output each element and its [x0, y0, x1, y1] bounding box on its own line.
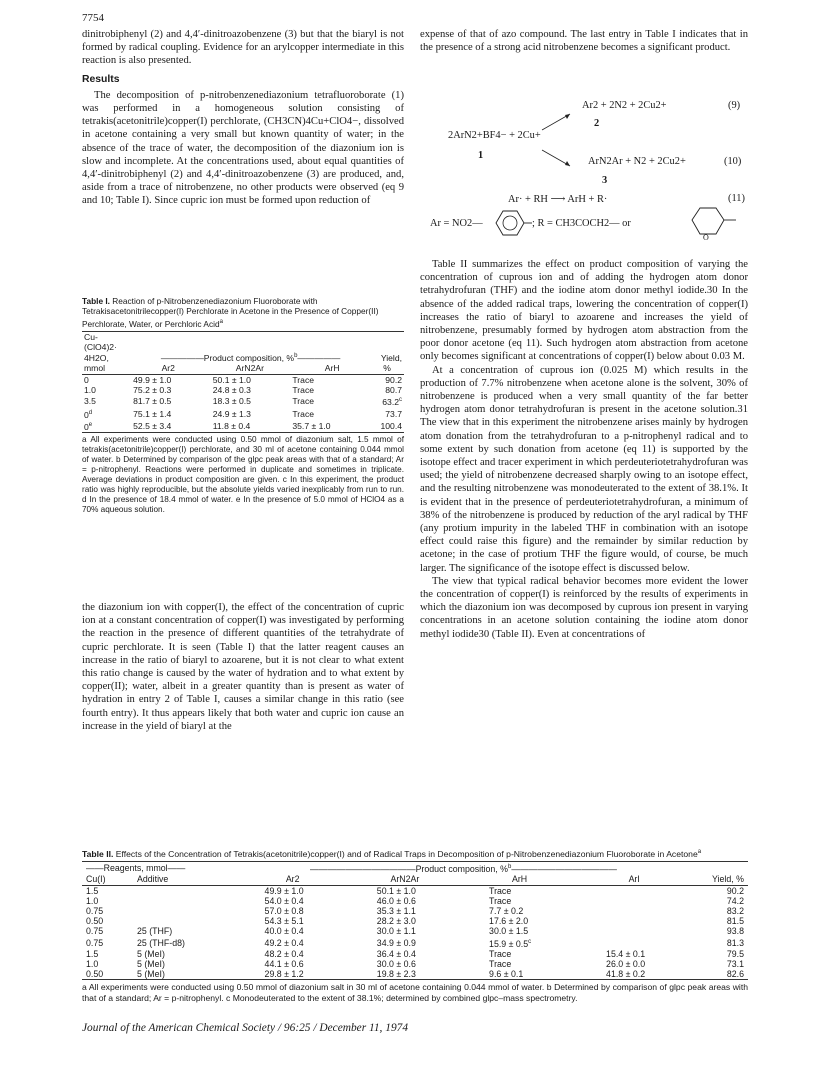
table-2-cell-cu: 0.50 — [86, 969, 104, 980]
table-2-cell-ar2: 57.0 ± 0.8 — [264, 906, 304, 916]
table-2-cell-cu: 0.50 — [86, 916, 104, 927]
table-2-cell-arh: 7.7 ± 0.2 — [489, 906, 524, 916]
eq11-number: (11) — [728, 193, 745, 204]
ar-definition: Ar = NO2— — [430, 218, 483, 229]
table-2-cell-yield: 83.2 — [726, 906, 744, 916]
table-2-cell-ari — [578, 916, 690, 926]
table-2-cell-arn2ar: 35.3 ± 1.1 — [376, 906, 416, 916]
table-1 — [82, 296, 404, 515]
table-1-caption: Table I. Reaction of p-Nitrobenzenediazonium Fluoroborate with Tetrakisacetonitrilecopper(I) Perchlorate in Acetone in the Presence of Copper(II) Perchlorate, Water, or Perchloric Acid$^a$ — [82, 296, 379, 329]
right-column-bottom — [420, 258, 748, 641]
right-paragraph-1: Table II summarizes the effect on product composition of varying the concentration of cuprous ion and of adding the hydrogen atom donor tetrahydrofuran (THF) and the iodine atom donor methyl iodide.30 In the absence of the added radical traps, lowering the concentration of copper(I) increases the ratio of biaryl to azoarene and increases the yield of nitrobenzene, presumably formed by hydrogen atom abstraction from the poor donor acetone (eq 11). Such hydrogen atom abstraction from acetone only becomes significant at concentrations of copper(I) below about 0.03 M. — [420, 259, 748, 363]
table-row — [82, 385, 404, 395]
results-heading: Results — [82, 73, 120, 85]
table-1-cell-ar2: 81.7 ± 0.5 — [133, 396, 172, 407]
table-2-cell-add: 25 (THF-d8) — [137, 937, 185, 948]
table-row — [82, 896, 748, 906]
table-row — [82, 906, 748, 916]
table-1-cell-arn2ar: 24.8 ± 0.3 — [212, 385, 251, 396]
eq9-products: Ar2 + 2N2 + 2Cu2+ — [582, 100, 667, 111]
table-1-cell-arn2ar: 11.8 ± 0.4 — [212, 420, 251, 431]
table-2-cell-ar2: 49.9 ± 1.0 — [264, 885, 304, 896]
table-1-cell-arh: Trace — [292, 408, 315, 419]
table-2-head: Ar2 — [285, 874, 300, 885]
table-row — [82, 949, 748, 959]
table-2-cell-cu: 1.0 — [86, 895, 99, 906]
table-2-cell-arh: 15.9 ± 0.5$^c$ — [489, 938, 532, 949]
page-number: 7754 — [82, 12, 104, 24]
eq9-number: (9) — [728, 100, 741, 111]
table-2-cell-add: 25 (THF) — [137, 926, 173, 937]
table-2-cell-yield: 74.2 — [726, 895, 744, 906]
table-1-cell-cu: 0e — [84, 421, 93, 432]
table-1-cell-ar2: 52.5 ± 3.4 — [133, 420, 172, 431]
table-row — [82, 408, 404, 420]
eq10-number: (10) — [724, 156, 742, 167]
table-1-cell-arh: Trace — [292, 374, 315, 385]
left-column-bottom — [82, 601, 404, 733]
table-1-footnote: a All experiments were conducted using 0.50 mmol of diazonium salt, 1.5 mmol of tetrakis(acetonitrile)copper(I) perchlorate, and 30 ml of acetone containing 0.044 mmol of water. b Determined by comparison of the glpc peak areas with that of a standard; Ar = p-nitrophenyl. Reactions were performed in duplicate and sometimes in triplicate. Average deviations in product composition are given. c In this experiment, the product ratio was highly reproducible, but the absolute yields varied inexplicably from run to run. d In the presence of 18.4 mmol of water. e In the presence of 5.0 mmol of HClO4 as a 70% aqueous solution. — [82, 435, 404, 515]
table-2-cell-ar2: 54.3 ± 5.1 — [264, 916, 304, 927]
reactant: 2ArN2+BF4− + 2Cu+ — [448, 130, 541, 141]
table-1-head-ar2: Ar2 — [161, 363, 175, 374]
table-2-cell-ari — [578, 937, 690, 949]
table-1-cell-yield: 80.7 — [385, 385, 402, 396]
table-2-grid — [82, 862, 748, 979]
table-row — [82, 916, 748, 926]
table-2 — [82, 847, 748, 1004]
table-2-cell-arh: Trace — [489, 885, 512, 896]
table-2-cell-arn2ar: 19.8 ± 2.3 — [376, 969, 416, 980]
table-1-cell-arn2ar: 18.3 ± 0.5 — [212, 396, 251, 407]
table-2-footnote: a All experiments were conducted using 0.50 mmol of diazonium salt in 30 ml of acetone containing 0.044 mmol of water. b Determined by comparison of glpc peak areas with that of a standard; Ar = p-nitrophenyl. c Monodeuterated to the extent of 38.1%; determined by combined glpc–mass spectrometry. — [82, 982, 748, 1003]
table-2-cell-arn2ar: 46.0 ± 0.6 — [376, 895, 416, 906]
left-bottom-paragraph: the diazonium ion with copper(I), the effect of the concentration of cupric ion at a constant concentration of copper(I) was investigated by performing the reaction in the presence of different quantities of the tetrahydrate of cupric perchlorate. It is seen (Table I) that the latter reagent causes an increase in the ratio of biaryl to azoarene, but it is not clear to what extent this ratio change is caused by the water of hydration and to what extent by copper(II); water, albeit in a greater quantity than is present as water of hydration in entry 2 of Table I, causes a similar change in this ratio (see fourth entry). It thus appears likely that both water and cupric ion cause an increase in the yield of biaryl at the — [82, 602, 404, 732]
table-2-cell-ar2: 48.2 ± 0.4 — [264, 948, 304, 959]
table-2-cell-add — [133, 906, 237, 916]
table-2-cell-ar2: 44.1 ± 0.6 — [264, 958, 304, 969]
table-row — [82, 937, 748, 949]
table-row — [82, 969, 748, 979]
table-2-head: ArI — [628, 874, 640, 885]
eq9-label: 2 — [594, 118, 600, 129]
table-2-cell-arn2ar: 30.0 ± 0.6 — [376, 958, 416, 969]
table-2-cell-arn2ar: 28.2 ± 3.0 — [376, 916, 416, 927]
thf-ring-icon — [686, 204, 742, 244]
table-1-head-yield: Yield, % — [380, 352, 402, 374]
table-2-cell-yield: 81.3 — [726, 937, 744, 948]
table-2-cell-ari — [578, 926, 690, 936]
table-2-cell-ari — [578, 906, 690, 916]
right-column-top — [420, 28, 748, 54]
table-2-cell-ar2: 40.0 ± 0.4 — [264, 926, 304, 937]
table-2-product-head: ————————————Product composition, %$^b$———————————— — [310, 864, 617, 875]
intro-continuation: dinitrobiphenyl (2) and 4,4′-dinitroazobenzene (3) but that the biaryl is not formed by radical coupling. Evidence for an arylcopper intermediate in this reaction is also presented. — [82, 29, 404, 67]
reactant-label: 1 — [478, 150, 484, 161]
eq11: Ar· + RH ⟶ ArH + R· — [508, 194, 608, 205]
table-2-cell-add: 5 (MeI) — [137, 958, 165, 969]
table-1-cell-arh: Trace — [292, 385, 315, 396]
table-1-cell-yield: 100.4 — [380, 420, 402, 431]
table-1-cell-cu: 3.5 — [84, 396, 96, 407]
benzene-ring-icon — [488, 206, 532, 240]
table-2-cell-add — [133, 886, 237, 896]
table-1-group-head: —————Product composition, %$^b$————— — [160, 352, 341, 363]
table-2-cell-ar2: 29.8 ± 1.2 — [264, 969, 304, 980]
table-1-head-arn2ar: ArN2Ar — [235, 363, 264, 374]
table-2-caption: Table II. Effects of the Concentration of Tetrakis(acetonitrile)copper(I) and of Radical Traps in Decomposition of p-Nitrobenzenediazonium Fluoroborate in Acetone$^a$ — [82, 848, 702, 859]
thf-ring-oxygen: O — [703, 233, 709, 242]
table-row — [82, 395, 404, 407]
table-2-cell-ari: 15.4 ± 0.1 — [606, 948, 646, 959]
table-1-cell-yield: 90.2 — [385, 374, 402, 385]
table-row — [82, 420, 404, 432]
table-1-cell-cu: 0$^d$ — [84, 409, 93, 420]
table-2-reagents-head: ——Reagents, mmol—— — [86, 863, 186, 874]
table-2-cell-add — [133, 896, 237, 906]
table-2-cell-arn2ar: 34.9 ± 0.9 — [376, 937, 416, 948]
table-2-cell-cu: 1.0 — [86, 958, 99, 969]
table-2-cell-arh: Trace — [489, 958, 512, 969]
results-paragraph: The decomposition of p-nitrobenzenediazonium tetrafluoroborate (1) was performed in a homogeneous solution consisting of tetrakis(acetonitrile)copper(I) perchlorate, (CH3CN)4Cu+ClO4−, dissolved in acetone containing a very small but known quantity of water; in the absence of the trace of water, the decomposition of the diazonium ion is slow and incomplete. At the concentrations used, about equal quantities of 4,4′-dinitrobiphenyl (2) and 4,4′-dinitroazobenzene (3) are produced, and, aside from a trace of nitrobenzene, no other products were observed (eq 9 and 10; Table I). Since cupric ion must be formed upon reduction of — [82, 89, 404, 207]
table-1-cell-arn2ar: 50.1 ± 1.0 — [212, 374, 251, 385]
table-2-head: Yield, % — [712, 874, 744, 885]
table-2-cell-yield: 82.6 — [726, 969, 744, 980]
journal-footer: Journal of the American Chemical Society / 96:25 / December 11, 1974 — [82, 1022, 409, 1034]
table-2-cell-arh: Trace — [489, 895, 512, 906]
table-2-cell-yield: 90.2 — [726, 885, 744, 896]
table-2-cell-cu: 0.75 — [86, 937, 104, 948]
table-2-cell-cu: 1.5 — [86, 885, 99, 896]
table-2-cell-ari — [578, 896, 690, 906]
table-1-cell-ar2: 75.2 ± 0.3 — [133, 385, 172, 396]
table-2-cell-cu: 0.75 — [86, 926, 104, 937]
table-2-cell-ari — [578, 886, 690, 896]
table-2-cell-cu: 0.75 — [86, 906, 104, 916]
table-1-head-arh: ArH — [324, 363, 340, 374]
table-1-cell-cu: 1.0 — [84, 385, 96, 396]
table-2-cell-arh: 17.6 ± 2.0 — [489, 916, 529, 927]
table-1-cell-ar2: 49.9 ± 1.0 — [133, 374, 172, 385]
table-2-cell-arn2ar: 50.1 ± 1.0 — [376, 885, 416, 896]
left-column-top — [82, 28, 404, 208]
table-2-cell-arh: 30.0 ± 1.5 — [489, 926, 529, 937]
table-2-head: ArH — [511, 874, 528, 885]
table-2-cell-add: 5 (MeI) — [137, 969, 165, 980]
right-paragraph-3: The view that typical radical behavior becomes more evident the lower the concentration of copper(I) is reinforced by the results of experiments in which the diazonium ion was decomposed by cuprous ion present in varying concentrations in an acetone solution containing the iodine atom donor methyl iodide30 (Table II). Even at concentrations of — [420, 575, 748, 640]
eq10-products: ArN2Ar + N2 + 2Cu2+ — [588, 156, 686, 167]
table-2-head: Cu(I) — [86, 874, 106, 885]
table-1-cell-ar2: 75.1 ± 1.4 — [133, 408, 172, 419]
table-1-cell-cu: 0 — [84, 374, 89, 385]
table-1-col-cu: Cu- (ClO4)2· 4H2O, mmol — [84, 331, 117, 374]
table-2-cell-ari: 41.8 ± 0.2 — [606, 969, 646, 980]
table-2-cell-add — [133, 916, 237, 926]
eq10-label: 3 — [602, 175, 608, 186]
table-2-cell-cu: 1.5 — [86, 948, 99, 959]
table-row — [82, 886, 748, 896]
table-2-cell-arh: 9.6 ± 0.1 — [489, 969, 524, 980]
table-1-cell-arh: Trace — [292, 396, 315, 407]
table-2-cell-yield: 93.8 — [726, 926, 744, 937]
table-2-cell-arn2ar: 36.4 ± 0.4 — [376, 948, 416, 959]
table-2-cell-arh: Trace — [489, 948, 512, 959]
table-2-head: ArN2Ar — [390, 874, 420, 885]
table-1-cell-yield: 63.2$^c$ — [382, 397, 402, 408]
table-2-cell-ar2: 54.0 ± 0.4 — [264, 895, 304, 906]
table-1-grid — [82, 332, 404, 432]
table-row — [82, 959, 748, 969]
right-top-paragraph: expense of that of azo compound. The last entry in Table I indicates that in the presence of a strong acid nitrobenzene becomes a significant product. — [420, 29, 748, 54]
table-2-cell-ar2: 49.2 ± 0.4 — [264, 937, 304, 948]
table-2-cell-ari: 26.0 ± 0.0 — [606, 958, 646, 969]
table-2-cell-yield: 79.5 — [726, 948, 744, 959]
right-paragraph-2: At a concentration of cuprous ion (0.025 M) which results in the production of 7.7% nitrobenzene when acetone alone is the solvent, 30% of nitrobenzene is produced when a very small quantity of the far better hydrogen atom donor tetrahydrofuran is present in the acetone solution.31 The view that in this experiment the nitrobenzene arises mainly by hydrogen atom donation from the tetrahydrofuran to a p-nitrophenyl radical and to some extent by such donation from acetone (eq 11) is supported by the isotope effect and tracer experiment in which perdeuteriotetrahydrofuran was used; the yield of nitrobenzene decreased sharply owing to an isotope effect, and the resulting nitrobenzene was monodeuterated to the extent of 38.1%. It is evident that in the presence of perdeuteriotetrahydrofuran, a minimum of 38% of the nitrobenzene is produced by reduction of the aryl radical by THF (any protium impurity in the labeled THF in combination with an isotope effect could raise this figure) and the remainder by similar reduction by acetone; in the case of protium THF the figure would, of course, be much larger. The significance of the isotope effect is discussed below. — [420, 364, 748, 574]
table-2-cell-yield: 81.5 — [726, 916, 744, 927]
table-row — [82, 926, 748, 936]
table-2-cell-add: 5 (MeI) — [137, 948, 165, 959]
table-1-cell-arh: 35.7 ± 1.0 — [292, 420, 331, 431]
r-definition: ; R = CH3COCH2— or — [532, 218, 631, 229]
table-2-cell-arn2ar: 30.0 ± 1.1 — [376, 926, 416, 937]
reaction-arrows — [540, 110, 580, 170]
table-1-cell-yield: 73.7 — [385, 408, 402, 419]
table-2-cell-yield: 73.1 — [726, 958, 744, 969]
table-2-head: Additive — [137, 874, 169, 885]
table-row — [82, 375, 404, 385]
table-1-cell-arn2ar: 24.9 ± 1.3 — [212, 408, 251, 419]
